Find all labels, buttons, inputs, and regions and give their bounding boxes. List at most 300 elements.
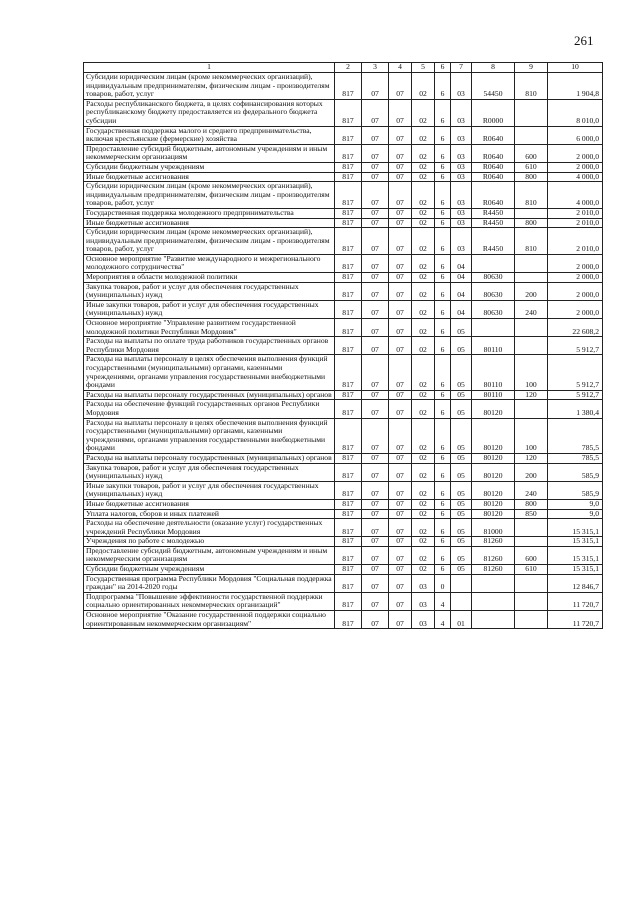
direction-code: 54450	[472, 73, 515, 100]
program-code: 02	[412, 390, 435, 400]
table-row	[84, 499, 603, 509]
admin-code: 817	[335, 273, 362, 283]
direction-code: R0000	[472, 99, 515, 126]
direction-code: R0640	[472, 172, 515, 182]
section-code: 07	[362, 273, 389, 283]
row-name: Иные закупки товаров, работ и услуг для обеспечения государственных (муниципальных) нужд	[84, 300, 335, 318]
subprogram-code: 6	[435, 172, 451, 182]
table-row	[84, 355, 603, 390]
program-code: 02	[412, 337, 435, 355]
subprogram-code: 6	[435, 463, 451, 481]
subsection-code: 07	[389, 537, 412, 547]
row-name: Государственная поддержка малого и среднего предпринимательства, включая крестьянские (фермерские) хозяйства	[84, 126, 335, 144]
section-code: 07	[362, 463, 389, 481]
amount: 2 000,0	[548, 273, 603, 283]
program-code: 02	[412, 300, 435, 318]
amount: 9,0	[548, 509, 603, 519]
subprogram-code: 4	[435, 611, 451, 629]
direction-code: 80120	[472, 400, 515, 418]
row-name: Государственная поддержка молодежного предпринимательства	[84, 208, 335, 218]
amount: 11 720,7	[548, 611, 603, 629]
row-name: Мероприятия в области молодежной политики	[84, 273, 335, 283]
subsection-code: 07	[389, 509, 412, 519]
subprogram-code: 4	[435, 592, 451, 610]
amount: 785,5	[548, 453, 603, 463]
amount: 2 010,0	[548, 218, 603, 228]
direction-code: 80110	[472, 337, 515, 355]
direction-code: 81000	[472, 519, 515, 537]
amount: 2 000,0	[548, 162, 603, 172]
subsection-code: 07	[389, 499, 412, 509]
table-row	[84, 481, 603, 499]
subsection-code: 07	[389, 453, 412, 463]
program-code: 02	[412, 400, 435, 418]
event-code: 05	[451, 400, 472, 418]
direction-code	[472, 574, 515, 592]
table-row	[84, 400, 603, 418]
admin-code: 817	[335, 319, 362, 337]
event-code	[451, 592, 472, 610]
column-header-6: 6	[435, 63, 451, 73]
amount: 5 912,7	[548, 337, 603, 355]
subprogram-code: 6	[435, 319, 451, 337]
direction-code	[472, 611, 515, 629]
table-row	[84, 99, 603, 126]
admin-code: 817	[335, 611, 362, 629]
subprogram-code: 6	[435, 418, 451, 453]
section-code: 07	[362, 144, 389, 162]
section-code: 07	[362, 355, 389, 390]
section-code: 07	[362, 499, 389, 509]
program-code: 02	[412, 481, 435, 499]
subsection-code: 07	[389, 126, 412, 144]
amount: 5 912,7	[548, 390, 603, 400]
page-number: 261	[574, 33, 594, 48]
table-row	[84, 463, 603, 481]
direction-code: 80110	[472, 355, 515, 390]
row-name: Подпрограмма "Повышение эффективности государственной поддержки социально ориентированных некоммерческих организаций"	[84, 592, 335, 610]
expense-type-code: 810	[515, 73, 548, 100]
section-code: 07	[362, 99, 389, 126]
table-row	[84, 73, 603, 100]
row-name: Иные закупки товаров, работ и услуг для обеспечения государственных (муниципальных) нужд	[84, 481, 335, 499]
subsection-code: 07	[389, 162, 412, 172]
subprogram-code: 6	[435, 509, 451, 519]
admin-code: 817	[335, 73, 362, 100]
section-code: 07	[362, 481, 389, 499]
expense-type-code: 120	[515, 453, 548, 463]
subprogram-code: 6	[435, 162, 451, 172]
subsection-code: 07	[389, 218, 412, 228]
event-code: 03	[451, 73, 472, 100]
event-code: 03	[451, 99, 472, 126]
subsection-code: 07	[389, 337, 412, 355]
amount: 785,5	[548, 418, 603, 453]
amount: 15 315,1	[548, 546, 603, 564]
direction-code: 80630	[472, 282, 515, 300]
section-code: 07	[362, 300, 389, 318]
amount: 1 904,8	[548, 73, 603, 100]
expense-type-code: 120	[515, 390, 548, 400]
direction-code: 80120	[472, 463, 515, 481]
row-name: Расходы на выплаты по оплате труда работников государственных органов Республики Мордовия	[84, 337, 335, 355]
admin-code: 817	[335, 519, 362, 537]
admin-code: 817	[335, 463, 362, 481]
row-name: Субсидии юридическим лицам (кроме некоммерческих организаций), индивидуальным предпринимателям, физическим лицам - производителям товаров, работ, услуг	[84, 228, 335, 255]
event-code: 05	[451, 481, 472, 499]
event-code: 05	[451, 319, 472, 337]
event-code: 04	[451, 300, 472, 318]
direction-code: R0640	[472, 126, 515, 144]
admin-code: 817	[335, 565, 362, 575]
column-header-5: 5	[412, 63, 435, 73]
expense-type-code	[515, 99, 548, 126]
section-code: 07	[362, 537, 389, 547]
direction-code: 80630	[472, 273, 515, 283]
subsection-code: 07	[389, 565, 412, 575]
column-header-8: 8	[472, 63, 515, 73]
table-row	[84, 319, 603, 337]
amount: 9,0	[548, 499, 603, 509]
event-code: 05	[451, 337, 472, 355]
subprogram-code: 6	[435, 565, 451, 575]
subsection-code: 07	[389, 144, 412, 162]
subsection-code: 07	[389, 182, 412, 209]
event-code: 03	[451, 228, 472, 255]
amount: 5 912,7	[548, 355, 603, 390]
header-row	[84, 63, 603, 73]
program-code: 02	[412, 519, 435, 537]
row-name: Основное мероприятие "Оказание государственной поддержки социально ориентированным некоммерческим организациям"	[84, 611, 335, 629]
amount: 2 000,0	[548, 300, 603, 318]
admin-code: 817	[335, 546, 362, 564]
section-code: 07	[362, 73, 389, 100]
amount: 15 315,1	[548, 519, 603, 537]
program-code: 03	[412, 611, 435, 629]
direction-code: R4450	[472, 218, 515, 228]
amount: 4 000,0	[548, 172, 603, 182]
table-row	[84, 519, 603, 537]
admin-code: 817	[335, 390, 362, 400]
row-name: Иные бюджетные ассигнования	[84, 499, 335, 509]
expense-type-code: 850	[515, 509, 548, 519]
subprogram-code: 6	[435, 337, 451, 355]
subsection-code: 07	[389, 481, 412, 499]
admin-code: 817	[335, 182, 362, 209]
table-row	[84, 574, 603, 592]
row-name: Субсидии бюджетным учреждениям	[84, 565, 335, 575]
direction-code: 80120	[472, 481, 515, 499]
subprogram-code: 6	[435, 208, 451, 218]
expense-type-code	[515, 592, 548, 610]
subsection-code: 07	[389, 418, 412, 453]
event-code: 01	[451, 611, 472, 629]
direction-code	[472, 319, 515, 337]
section-code: 07	[362, 126, 389, 144]
column-header-3: 3	[362, 63, 389, 73]
program-code: 02	[412, 273, 435, 283]
direction-code: R0640	[472, 182, 515, 209]
subprogram-code: 6	[435, 73, 451, 100]
admin-code: 817	[335, 99, 362, 126]
row-name: Учреждения по работе с молодежью	[84, 537, 335, 547]
subsection-code: 07	[389, 574, 412, 592]
expense-type-code: 240	[515, 300, 548, 318]
subprogram-code: 6	[435, 300, 451, 318]
admin-code: 817	[335, 162, 362, 172]
expense-type-code: 800	[515, 218, 548, 228]
expense-type-code: 610	[515, 162, 548, 172]
amount: 2 000,0	[548, 144, 603, 162]
table-row	[84, 282, 603, 300]
amount: 1 380,4	[548, 400, 603, 418]
section-code: 07	[362, 390, 389, 400]
event-code: 05	[451, 499, 472, 509]
section-code: 07	[362, 319, 389, 337]
admin-code: 817	[335, 172, 362, 182]
column-header-2: 2	[335, 63, 362, 73]
admin-code: 817	[335, 254, 362, 272]
program-code: 02	[412, 509, 435, 519]
direction-code: 80110	[472, 390, 515, 400]
section-code: 07	[362, 546, 389, 564]
subprogram-code: 6	[435, 126, 451, 144]
program-code: 02	[412, 463, 435, 481]
section-code: 07	[362, 574, 389, 592]
row-name: Расходы на выплаты персоналу в целях обеспечения выполнения функций государственными (муниципальными) органами, казенными учреждениями, органами управления государственными внебюджетными фондами	[84, 355, 335, 390]
row-name: Закупка товаров, работ и услуг для обеспечения государственных (муниципальных) нужд	[84, 463, 335, 481]
event-code: 03	[451, 208, 472, 218]
section-code: 07	[362, 418, 389, 453]
row-name: Предоставление субсидий бюджетным, автономным учреждениям и иным некоммерческим организациям	[84, 546, 335, 564]
expense-type-code	[515, 537, 548, 547]
event-code	[451, 574, 472, 592]
admin-code: 817	[335, 228, 362, 255]
event-code: 05	[451, 546, 472, 564]
column-header-4: 4	[389, 63, 412, 73]
direction-code: 81260	[472, 565, 515, 575]
subsection-code: 07	[389, 73, 412, 100]
subprogram-code: 6	[435, 99, 451, 126]
amount: 15 315,1	[548, 537, 603, 547]
subsection-code: 07	[389, 208, 412, 218]
subprogram-code: 6	[435, 481, 451, 499]
program-code: 02	[412, 172, 435, 182]
subprogram-code: 6	[435, 228, 451, 255]
admin-code: 817	[335, 499, 362, 509]
table-row	[84, 144, 603, 162]
expense-type-code	[515, 519, 548, 537]
subsection-code: 07	[389, 400, 412, 418]
subsection-code: 07	[389, 172, 412, 182]
event-code: 05	[451, 355, 472, 390]
subprogram-code: 6	[435, 400, 451, 418]
section-code: 07	[362, 400, 389, 418]
budget-table	[83, 62, 603, 629]
expense-type-code	[515, 208, 548, 218]
program-code: 02	[412, 418, 435, 453]
subprogram-code: 6	[435, 144, 451, 162]
subprogram-code: 6	[435, 546, 451, 564]
section-code: 07	[362, 611, 389, 629]
subsection-code: 07	[389, 282, 412, 300]
amount: 2 010,0	[548, 208, 603, 218]
table-row	[84, 126, 603, 144]
row-name: Уплата налогов, сборов и иных платежей	[84, 509, 335, 519]
program-code: 02	[412, 126, 435, 144]
event-code: 04	[451, 282, 472, 300]
row-name: Расходы на выплаты персоналу в целях обеспечения выполнения функций государственными (муниципальными) органами, казенными учреждениями, органами управления государственными внебюджетными фондами	[84, 418, 335, 453]
subsection-code: 07	[389, 273, 412, 283]
event-code: 03	[451, 162, 472, 172]
amount: 12 846,7	[548, 574, 603, 592]
section-code: 07	[362, 592, 389, 610]
subsection-code: 07	[389, 300, 412, 318]
subsection-code: 07	[389, 519, 412, 537]
table-row	[84, 546, 603, 564]
admin-code: 817	[335, 355, 362, 390]
table-row	[84, 418, 603, 453]
column-header-1: 1	[84, 63, 335, 73]
admin-code: 817	[335, 144, 362, 162]
admin-code: 817	[335, 481, 362, 499]
expense-type-code: 200	[515, 282, 548, 300]
program-code: 02	[412, 99, 435, 126]
row-name: Основное мероприятие "Развитие международного и межрегионального молодежного сотрудничества"	[84, 254, 335, 272]
row-name: Расходы на обеспечение деятельности (оказание услуг) государственных учреждений Республики Мордовия	[84, 519, 335, 537]
expense-type-code: 100	[515, 355, 548, 390]
row-name: Субсидии юридическим лицам (кроме некоммерческих организаций), индивидуальным предпринимателям, физическим лицам - производителям товаров, работ, услуг	[84, 73, 335, 100]
amount: 8 010,0	[548, 99, 603, 126]
subprogram-code: 6	[435, 218, 451, 228]
amount: 2 000,0	[548, 254, 603, 272]
expense-type-code	[515, 611, 548, 629]
table-row	[84, 592, 603, 610]
event-code: 03	[451, 182, 472, 209]
row-name: Закупка товаров, работ и услуг для обеспечения государственных (муниципальных) нужд	[84, 282, 335, 300]
row-name: Государственная программа Республики Мордовия "Социальная поддержка граждан" на 2014-2020 годы	[84, 574, 335, 592]
event-code: 05	[451, 537, 472, 547]
program-code: 02	[412, 565, 435, 575]
program-code: 02	[412, 208, 435, 218]
direction-code: 80120	[472, 453, 515, 463]
expense-type-code	[515, 254, 548, 272]
expense-type-code	[515, 574, 548, 592]
admin-code: 817	[335, 453, 362, 463]
amount: 15 315,1	[548, 565, 603, 575]
section-code: 07	[362, 453, 389, 463]
direction-code: R0640	[472, 144, 515, 162]
table-row	[84, 509, 603, 519]
subsection-code: 07	[389, 390, 412, 400]
section-code: 07	[362, 208, 389, 218]
program-code: 02	[412, 546, 435, 564]
row-name: Предоставление субсидий бюджетным, автономным учреждениям и иным некоммерческим организациям	[84, 144, 335, 162]
direction-code: R4450	[472, 228, 515, 255]
expense-type-code: 800	[515, 172, 548, 182]
event-code: 03	[451, 126, 472, 144]
direction-code: 80630	[472, 300, 515, 318]
row-name: Расходы на выплаты персоналу государственных (муниципальных) органов	[84, 453, 335, 463]
subsection-code: 07	[389, 546, 412, 564]
subsection-code: 07	[389, 319, 412, 337]
subprogram-code: 6	[435, 453, 451, 463]
direction-code: R4450	[472, 208, 515, 218]
section-code: 07	[362, 218, 389, 228]
direction-code: R0640	[472, 162, 515, 172]
subprogram-code: 6	[435, 273, 451, 283]
subprogram-code: 6	[435, 254, 451, 272]
subsection-code: 07	[389, 228, 412, 255]
admin-code: 817	[335, 218, 362, 228]
section-code: 07	[362, 162, 389, 172]
direction-code: 80120	[472, 509, 515, 519]
subsection-code: 07	[389, 592, 412, 610]
event-code: 03	[451, 218, 472, 228]
table-body	[84, 73, 603, 629]
table-row	[84, 611, 603, 629]
direction-code: 81260	[472, 537, 515, 547]
section-code: 07	[362, 254, 389, 272]
section-code: 07	[362, 337, 389, 355]
program-code: 02	[412, 499, 435, 509]
program-code: 02	[412, 537, 435, 547]
expense-type-code	[515, 126, 548, 144]
table-row	[84, 300, 603, 318]
program-code: 02	[412, 73, 435, 100]
amount: 585,9	[548, 481, 603, 499]
section-code: 07	[362, 282, 389, 300]
admin-code: 817	[335, 282, 362, 300]
table-row	[84, 218, 603, 228]
section-code: 07	[362, 565, 389, 575]
expense-type-code: 100	[515, 418, 548, 453]
direction-code: 80120	[472, 418, 515, 453]
event-code: 05	[451, 390, 472, 400]
expense-type-code: 800	[515, 499, 548, 509]
event-code: 05	[451, 519, 472, 537]
section-code: 07	[362, 228, 389, 255]
table-row	[84, 453, 603, 463]
expense-type-code: 810	[515, 182, 548, 209]
table-row	[84, 162, 603, 172]
direction-code	[472, 592, 515, 610]
program-code: 03	[412, 592, 435, 610]
subsection-code: 07	[389, 463, 412, 481]
table-row	[84, 565, 603, 575]
amount: 585,9	[548, 463, 603, 481]
subprogram-code: 6	[435, 390, 451, 400]
expense-type-code	[515, 337, 548, 355]
amount: 11 720,7	[548, 592, 603, 610]
admin-code: 817	[335, 126, 362, 144]
expense-type-code: 600	[515, 546, 548, 564]
amount: 2 010,0	[548, 228, 603, 255]
direction-code: 81260	[472, 546, 515, 564]
event-code: 04	[451, 254, 472, 272]
row-name: Основное мероприятие "Управление развитием государственной молодежной политики Республики Мордовия"	[84, 319, 335, 337]
admin-code: 817	[335, 537, 362, 547]
table-row	[84, 172, 603, 182]
admin-code: 817	[335, 337, 362, 355]
expense-type-code: 610	[515, 565, 548, 575]
amount: 2 000,0	[548, 282, 603, 300]
event-code: 05	[451, 418, 472, 453]
amount: 4 000,0	[548, 182, 603, 209]
row-name: Иные бюджетные ассигнования	[84, 172, 335, 182]
subsection-code: 07	[389, 99, 412, 126]
program-code: 02	[412, 319, 435, 337]
